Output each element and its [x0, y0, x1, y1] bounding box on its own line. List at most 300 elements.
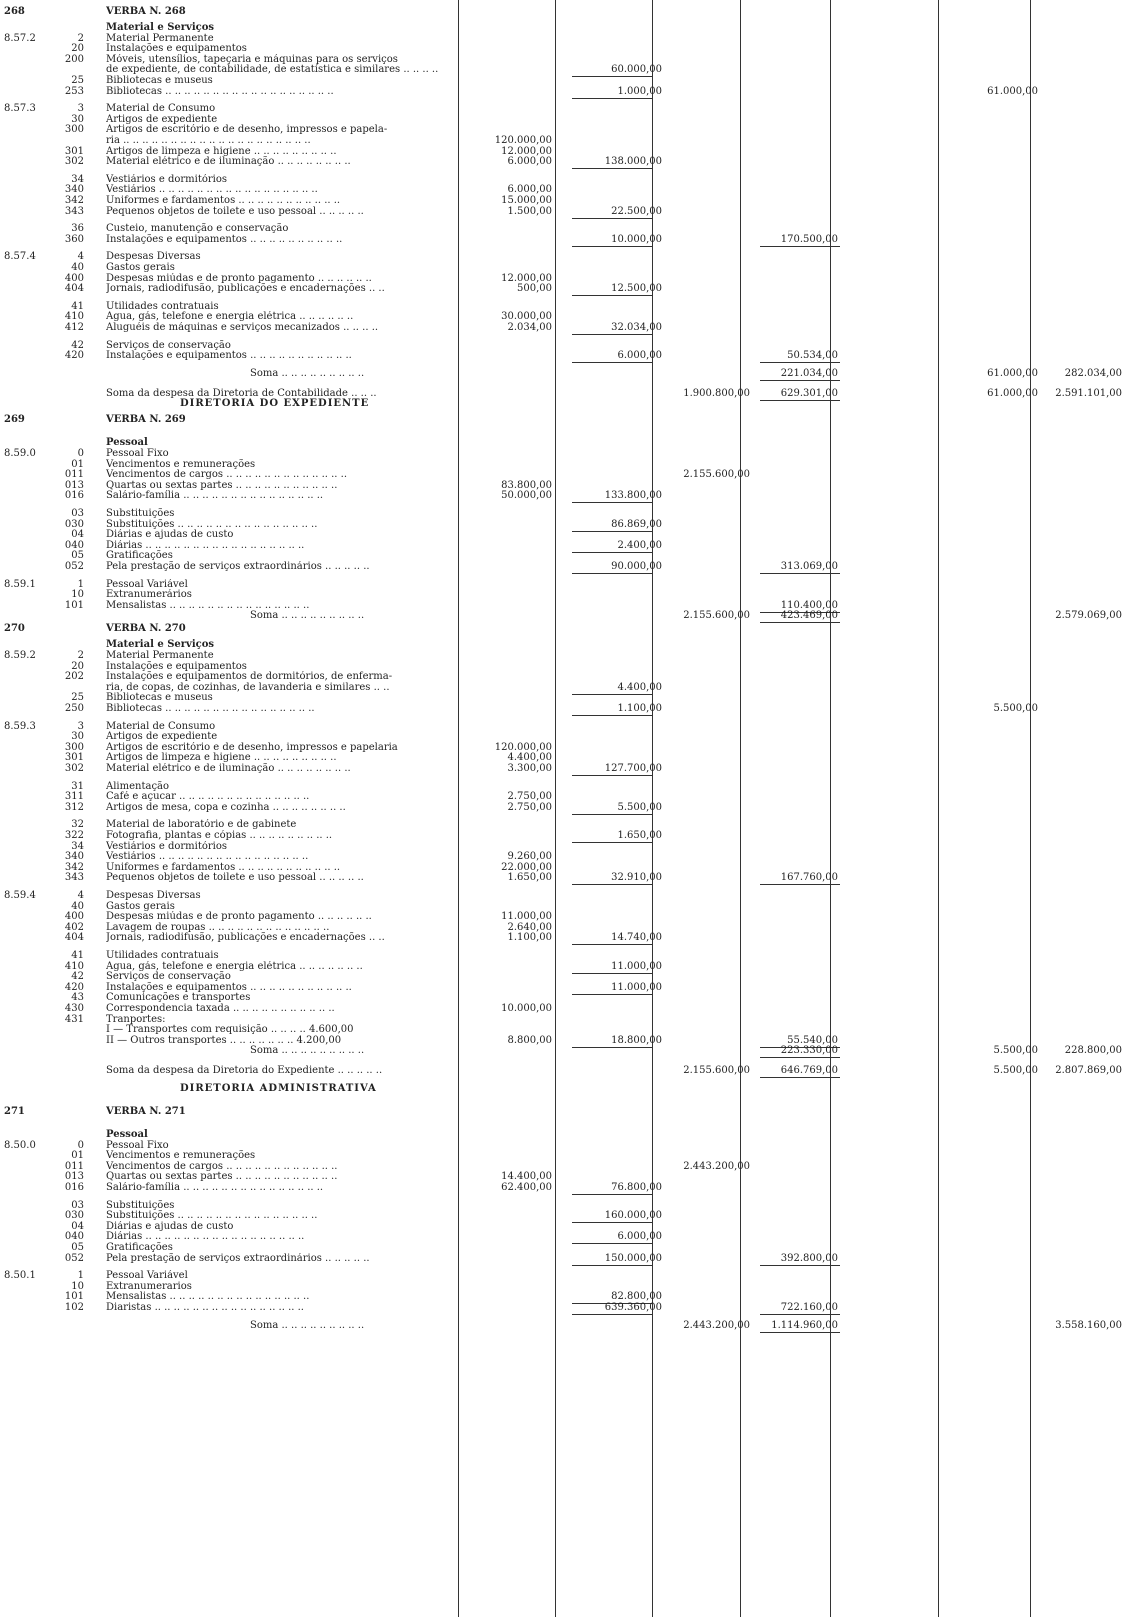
item-description: Pessoal — [106, 1129, 148, 1140]
budget-line — [0, 146, 1132, 157]
item-code: 420 — [64, 350, 84, 362]
amount-col-b: 82.800,00 — [611, 1291, 662, 1303]
amount-col-b: 22.500,00 — [611, 205, 662, 217]
item-code: 10 — [71, 1280, 84, 1292]
item-description: de expediente, de contabilidade, de estatística e similares .. .. .. .. — [106, 64, 439, 76]
subtotal-rule — [572, 715, 652, 716]
item-code: 430 — [64, 1003, 84, 1014]
item-description: Água, gás, telefone e energia elétrica .. .. .. .. .. .. .. — [106, 960, 363, 972]
item-code: 200 — [64, 53, 84, 65]
amount-col-b: 76.800,00 — [611, 1182, 662, 1193]
verba-title: VERBA N. 269 — [106, 414, 186, 426]
budget-line — [0, 721, 1132, 732]
amount-col-b: 6.000,00 — [617, 1231, 662, 1243]
amount-col-d: 167.760,00 — [780, 872, 838, 884]
amount-col-e: 5.500,00 — [993, 703, 1038, 714]
amount-col-c: 2.155.600,00 — [683, 469, 750, 481]
amount-col-c: 2.155.600,00 — [683, 610, 750, 622]
item-code: 016 — [64, 490, 84, 502]
item-description: Mensalistas .. .. .. .. .. .. .. .. .. .. .. .. .. .. .. — [106, 599, 310, 611]
item-code: 013 — [64, 1171, 84, 1183]
item-code: 40 — [71, 900, 84, 912]
item-code: 412 — [64, 322, 84, 333]
subtotal-rule — [572, 944, 652, 945]
amount-col-d: 55.540,00 — [787, 1034, 838, 1046]
amount-col-b: 1.000,00 — [617, 85, 662, 97]
budget-line — [0, 529, 1132, 540]
item-description: Material elétrico e de iluminação .. .. .. .. .. .. .. .. — [106, 156, 351, 168]
item-code: 0 — [77, 1139, 84, 1151]
budget-line — [0, 890, 1132, 901]
classification-code: 8.59.1 — [4, 578, 36, 590]
amount-col-a: 50.000,00 — [501, 490, 552, 502]
item-code: 01 — [71, 458, 84, 470]
item-code: 343 — [64, 205, 84, 217]
item-description: Custeio, manutenção e conservação — [106, 223, 289, 235]
amount-col-b: 138.000,00 — [604, 156, 662, 168]
budget-line — [0, 1140, 1132, 1151]
item-description: Vencimentos de cargos .. .. .. .. .. .. .. .. .. .. .. .. .. — [106, 469, 348, 481]
item-description: Diaristas .. .. .. .. .. .. .. .. .. .. .. .. .. .. .. .. — [106, 1302, 304, 1313]
verba-code: 268 — [4, 6, 25, 17]
item-code: 04 — [71, 1220, 84, 1232]
amount-col-c: 2.443.200,00 — [683, 1160, 750, 1172]
budget-line — [0, 508, 1132, 519]
item-code: 340 — [64, 851, 84, 863]
amount-col-e: 5.500,00 — [993, 1045, 1038, 1057]
budget-line — [0, 1210, 1132, 1221]
item-description: Serviços de conservação — [106, 339, 231, 351]
item-description: Soma .. .. .. .. .. .. .. .. .. — [250, 1045, 365, 1057]
subtotal-rule — [572, 246, 652, 247]
subtotal-rule — [572, 1265, 652, 1266]
item-code: 410 — [64, 960, 84, 972]
item-code: 30 — [71, 113, 84, 125]
subtotal-rule — [572, 218, 652, 219]
item-code: 31 — [71, 780, 84, 792]
item-description: Pequenos objetos de toilete e uso pessoal .. .. .. .. .. — [106, 872, 364, 884]
budget-line — [0, 1150, 1132, 1161]
budget-line — [0, 872, 1132, 883]
item-code: 1 — [77, 1270, 84, 1282]
item-code: 101 — [64, 1291, 84, 1303]
budget-line — [0, 1253, 1132, 1264]
budget-line — [0, 600, 1132, 611]
budget-line — [0, 982, 1132, 993]
item-code: 300 — [64, 741, 84, 753]
budget-line — [0, 752, 1132, 763]
item-code: 402 — [64, 921, 84, 933]
amount-col-b: 11.000,00 — [611, 981, 662, 993]
item-description: Despesas Diversas — [106, 251, 201, 263]
item-description: II — Outros transportes .. .. .. .. .. .. .. 4.200,00 — [106, 1034, 342, 1046]
item-code: 30 — [71, 731, 84, 743]
amount-col-a: 22.000,00 — [501, 861, 552, 873]
classification-code: 8.57.2 — [4, 32, 36, 44]
subtotal-rule — [572, 502, 652, 503]
item-code: 42 — [71, 971, 84, 983]
item-description: Substituições — [106, 508, 175, 519]
budget-line — [0, 1024, 1132, 1035]
item-code: 410 — [64, 311, 84, 323]
amount-col-a: 15.000,00 — [501, 195, 552, 206]
item-description: Correspondencia taxada .. .. .. .. .. .. .. .. .. .. .. — [106, 1003, 335, 1014]
amount-col-a: 2.034,00 — [507, 322, 552, 333]
item-description: Jornais, radiodifusão, publicações e encadernações .. .. — [106, 932, 385, 944]
amount-col-a: 30.000,00 — [501, 311, 552, 323]
item-code: 342 — [64, 861, 84, 873]
amount-col-a: 14.400,00 — [501, 1171, 552, 1183]
subtotal-rule — [572, 775, 652, 776]
item-description: Pessoal Variável — [106, 578, 188, 590]
item-code: 250 — [64, 703, 84, 714]
amount-col-a: 83.800,00 — [501, 479, 552, 491]
item-code: 3 — [77, 720, 84, 732]
item-code: 013 — [64, 479, 84, 491]
budget-line — [0, 135, 1132, 146]
verba-title: VERBA N. 268 — [106, 6, 186, 17]
item-description: Artigos de limpeza e higiene .. .. .. .. .. .. .. .. .. — [106, 752, 337, 764]
budget-line — [0, 195, 1132, 206]
amount-col-a: 12.000,00 — [501, 145, 552, 157]
amount-col-b: 150.000,00 — [604, 1252, 662, 1264]
classification-code: 8.59.2 — [4, 650, 36, 661]
item-description: Pessoal — [106, 437, 148, 449]
amount-col-d: 221.034,00 — [780, 367, 838, 379]
subtotal-rule — [572, 295, 652, 296]
amount-col-a: 8.800,00 — [507, 1034, 552, 1046]
budget-line — [0, 54, 1132, 65]
budget-line — [0, 350, 1132, 361]
amount-col-a: 6.000,00 — [507, 184, 552, 196]
budget-line — [0, 1065, 1132, 1076]
item-code: 2 — [77, 650, 84, 661]
item-code: 32 — [71, 819, 84, 831]
item-code: 03 — [71, 508, 84, 519]
item-description: Material Permanente — [106, 650, 214, 661]
budget-line — [0, 43, 1132, 54]
item-code: 301 — [64, 145, 84, 157]
amount-col-a: 12.000,00 — [501, 272, 552, 284]
amount-col-d: 629.301,00 — [780, 387, 838, 399]
budget-line — [0, 579, 1132, 590]
amount-col-b: 10.000,00 — [611, 233, 662, 245]
section-title: DIRETORIA DO EXPEDIENTE — [180, 398, 370, 410]
item-code: 302 — [64, 156, 84, 168]
budget-line — [0, 1281, 1132, 1292]
item-description: Diárias .. .. .. .. .. .. .. .. .. .. .. .. .. .. .. .. .. — [106, 539, 305, 551]
item-description: Material elétrico e de iluminação .. .. .. .. .. .. .. .. — [106, 763, 351, 774]
item-code: 4 — [77, 890, 84, 901]
subtotal-rule — [572, 362, 652, 363]
soma-row — [0, 610, 1132, 621]
item-description: Vencimentos e remunerações — [106, 1150, 256, 1162]
item-description: Despesas miúdas e de pronto pagamento .. .. .. .. .. .. — [106, 272, 372, 284]
amount-col-b: 11.000,00 — [611, 960, 662, 972]
budget-line — [0, 540, 1132, 551]
amount-col-e: 61.000,00 — [987, 387, 1038, 399]
budget-line — [0, 661, 1132, 672]
item-code: 2 — [77, 32, 84, 44]
amount-col-e: 61.000,00 — [987, 367, 1038, 379]
item-code: 342 — [64, 195, 84, 206]
soma-row — [0, 1320, 1132, 1331]
classification-code: 8.59.3 — [4, 720, 36, 732]
verba-code: 270 — [4, 623, 25, 635]
item-description: Substituições .. .. .. .. .. .. .. .. .. .. .. .. .. .. .. — [106, 1210, 318, 1222]
subtotal-rule — [572, 814, 652, 815]
item-code: 302 — [64, 763, 84, 774]
item-description: Bibliotecas .. .. .. .. .. .. .. .. .. .. .. .. .. .. .. .. .. .. — [106, 85, 334, 97]
subtotal-rule — [760, 380, 840, 381]
item-code: 040 — [64, 1231, 84, 1243]
budget-line — [0, 519, 1132, 530]
item-description: Material de Consumo — [106, 103, 216, 115]
item-description: Diárias e ajudas de custo — [106, 529, 234, 541]
item-code: 011 — [64, 469, 84, 481]
item-description: Gratificações — [106, 550, 173, 562]
amount-col-a: 2.640,00 — [507, 921, 552, 933]
item-code: 05 — [71, 550, 84, 562]
item-description: Gastos gerais — [106, 262, 175, 273]
amount-col-b: 4.400,00 — [617, 681, 662, 693]
amount-col-b: 1.650,00 — [617, 830, 662, 841]
budget-line — [0, 234, 1132, 245]
budget-line — [0, 114, 1132, 125]
verba-title: VERBA N. 271 — [106, 1106, 186, 1117]
subtotal-rule — [572, 1194, 652, 1195]
budget-line — [0, 841, 1132, 852]
item-description: Alimentação — [106, 780, 170, 792]
budget-line — [0, 480, 1132, 491]
amount-col-d: 423.469,00 — [780, 610, 838, 622]
item-code: 41 — [71, 950, 84, 961]
budget-line — [0, 950, 1132, 961]
item-description: Artigos de escritório e de desenho, impressos e papelaria — [106, 741, 398, 753]
item-description: Utilidades contratuais — [106, 300, 219, 312]
item-description: Substituições .. .. .. .. .. .. .. .. .. .. .. .. .. .. .. — [106, 518, 318, 530]
item-description: Instalações e equipamentos — [106, 660, 247, 672]
verba-code: 271 — [4, 1106, 25, 1117]
budget-line — [0, 251, 1132, 262]
amount-col-d: 50.534,00 — [787, 350, 838, 362]
item-description: Vencimentos e remunerações — [106, 458, 256, 470]
section-title: DIRETORIA ADMINISTRATIVA — [180, 1083, 377, 1094]
budget-line — [0, 763, 1132, 774]
item-description: Pessoal Fixo — [106, 448, 169, 459]
budget-line — [0, 33, 1132, 44]
amount-col-a: 10.000,00 — [501, 1003, 552, 1014]
budget-line — [0, 322, 1132, 333]
budget-line — [0, 1231, 1132, 1242]
item-code: 25 — [71, 692, 84, 704]
classification-code: 8.59.4 — [4, 890, 36, 901]
item-code: 312 — [64, 801, 84, 813]
budget-line — [0, 901, 1132, 912]
subtotal-rule — [572, 334, 652, 335]
item-description: Extranumerários — [106, 589, 192, 601]
item-description: Agua, gás, telefone e energia elétrica .. .. .. .. .. .. — [106, 311, 354, 323]
item-description: Artigos de limpeza e higiene .. .. .. .. .. .. .. .. .. — [106, 145, 337, 157]
budget-line — [0, 650, 1132, 661]
budget-line — [0, 802, 1132, 813]
item-code: 10 — [71, 589, 84, 601]
amount-col-b: 127.700,00 — [604, 763, 662, 774]
budget-line — [0, 86, 1132, 97]
amount-col-b: 60.000,00 — [611, 64, 662, 76]
amount-col-b: 1.100,00 — [617, 703, 662, 714]
item-code: 431 — [64, 1013, 84, 1025]
item-description: Vencimentos de cargos .. .. .. .. .. .. .. .. .. .. .. .. — [106, 1160, 338, 1172]
budget-line — [0, 301, 1132, 312]
budget-line — [0, 682, 1132, 693]
amount-col-b: 133.800,00 — [604, 490, 662, 502]
item-code: 34 — [71, 173, 84, 185]
subtotal-rule — [760, 400, 840, 401]
item-code: 101 — [64, 599, 84, 611]
item-code: 340 — [64, 184, 84, 196]
item-code: 0 — [77, 448, 84, 459]
budget-line — [0, 589, 1132, 600]
item-description: Uniformes e fardamentos .. .. .. .. .. .. .. .. .. .. .. — [106, 195, 341, 206]
item-description: Vestiários e dormitórios — [106, 840, 227, 852]
soma-row — [0, 1045, 1132, 1056]
subtotal-rule — [572, 884, 652, 885]
amount-col-b: 160.000,00 — [604, 1210, 662, 1222]
budget-line — [0, 64, 1132, 75]
item-description: Serviços de conservação — [106, 971, 231, 983]
item-description: Soma .. .. .. .. .. .. .. .. .. — [250, 610, 365, 622]
amount-col-d: 646.769,00 — [780, 1065, 838, 1077]
budget-line — [0, 262, 1132, 273]
amount-col-a: 3.300,00 — [507, 763, 552, 774]
item-code: 030 — [64, 1210, 84, 1222]
budget-line — [0, 1200, 1132, 1211]
amount-col-c: 1.900.800,00 — [683, 387, 750, 399]
item-code: 360 — [64, 233, 84, 245]
item-description: Substituições — [106, 1199, 175, 1211]
item-code: 343 — [64, 872, 84, 884]
budget-line — [0, 819, 1132, 830]
amount-col-a: 4.400,00 — [507, 752, 552, 764]
item-code: 400 — [64, 272, 84, 284]
item-description: Despesas miúdas e de pronto pagamento .. .. .. .. .. .. — [106, 911, 372, 923]
budget-line — [0, 742, 1132, 753]
item-description: Material Permanente — [106, 32, 214, 44]
item-code: 253 — [64, 85, 84, 97]
amount-col-d: 1.114.960,00 — [771, 1319, 838, 1331]
item-description: Aluguéis de máquinas e serviços mecanizados .. .. .. .. — [106, 322, 379, 333]
item-code: 102 — [64, 1302, 84, 1313]
budget-line — [0, 156, 1132, 167]
item-code: 301 — [64, 752, 84, 764]
classification-code: 8.50.0 — [4, 1139, 36, 1151]
item-code: 404 — [64, 283, 84, 295]
item-description: Material de Consumo — [106, 720, 216, 732]
item-code: 3 — [77, 103, 84, 115]
item-code: 030 — [64, 518, 84, 530]
budget-line — [0, 490, 1132, 501]
amount-col-e: 61.000,00 — [987, 85, 1038, 97]
budget-line — [0, 22, 1132, 33]
budget-line — [0, 75, 1132, 86]
amount-col-e: 5.500,00 — [993, 1065, 1038, 1077]
item-code: 36 — [71, 223, 84, 235]
item-description: Gastos gerais — [106, 900, 175, 912]
item-description: Fotografia, plantas e cópias .. .. .. .. .. .. .. .. .. — [106, 830, 333, 841]
item-description: Vestiários .. .. .. .. .. .. .. .. .. .. .. .. .. .. .. .. — [106, 851, 309, 863]
budget-line — [0, 437, 1132, 448]
amount-col-a: 62.400,00 — [501, 1182, 552, 1193]
amount-col-a: 120.000,00 — [494, 741, 552, 753]
item-code: 4 — [77, 251, 84, 263]
item-description: Instalações e equipamentos .. .. .. .. .. .. .. .. .. .. .. — [106, 350, 352, 362]
subtotal-rule — [572, 1314, 652, 1315]
item-description: Tranportes: — [106, 1013, 166, 1025]
item-code: 34 — [71, 840, 84, 852]
item-code: 202 — [64, 671, 84, 683]
budget-line — [0, 692, 1132, 703]
item-description: Jornais, radiodifusão, publicações e encadernações .. .. — [106, 283, 385, 295]
amount-col-d: 722.160,00 — [780, 1302, 838, 1313]
budget-line — [0, 103, 1132, 114]
item-code: 311 — [64, 791, 84, 803]
subtotal-rule — [572, 168, 652, 169]
subtotal-rule — [572, 573, 652, 574]
amount-col-a: 500,00 — [517, 283, 552, 295]
item-description: Soma .. .. .. .. .. .. .. .. .. — [250, 367, 365, 379]
amount-col-f: 2.591.101,00 — [1055, 387, 1122, 399]
item-code: 040 — [64, 539, 84, 551]
verba-heading — [0, 6, 1132, 17]
amount-col-d: 170.500,00 — [780, 233, 838, 245]
amount-col-a: 9.260,00 — [507, 851, 552, 863]
budget-line — [0, 1270, 1132, 1281]
item-code: 41 — [71, 300, 84, 312]
item-description: Bibliotecas e museus — [106, 75, 213, 86]
item-code: 052 — [64, 1252, 84, 1264]
amount-col-a: 1.650,00 — [507, 872, 552, 884]
item-description: Despesas Diversas — [106, 890, 201, 901]
budget-line — [0, 388, 1132, 399]
item-code: 400 — [64, 911, 84, 923]
verba-heading — [0, 414, 1132, 425]
item-code: 052 — [64, 561, 84, 572]
amount-col-d: 110.400,00 — [780, 599, 838, 611]
amount-col-b: 32.034,00 — [611, 322, 662, 333]
verba-title: VERBA N. 270 — [106, 623, 186, 635]
budget-line — [0, 1242, 1132, 1253]
item-description: Soma da despesa da Diretoria do Expediente .. .. .. .. .. — [106, 1065, 383, 1077]
item-code: 322 — [64, 830, 84, 841]
budget-line — [0, 1129, 1132, 1140]
budget-line — [0, 791, 1132, 802]
item-description: Artigos de expediente — [106, 113, 218, 125]
budget-line — [0, 922, 1132, 933]
budget-line — [0, 911, 1132, 922]
subtotal-rule — [760, 246, 840, 247]
item-description: Bibliotecas e museus — [106, 692, 213, 704]
budget-line — [0, 550, 1132, 561]
classification-code: 8.59.0 — [4, 448, 36, 459]
item-code: 25 — [71, 75, 84, 86]
item-code: 05 — [71, 1242, 84, 1253]
budget-line — [0, 671, 1132, 682]
item-description: Quartas ou sextas partes .. .. .. .. .. .. .. .. .. .. .. — [106, 479, 338, 491]
classification-code: 8.57.3 — [4, 103, 36, 115]
item-description: Extranumerarios — [106, 1280, 192, 1292]
amount-col-f: 228.800,00 — [1064, 1045, 1122, 1057]
